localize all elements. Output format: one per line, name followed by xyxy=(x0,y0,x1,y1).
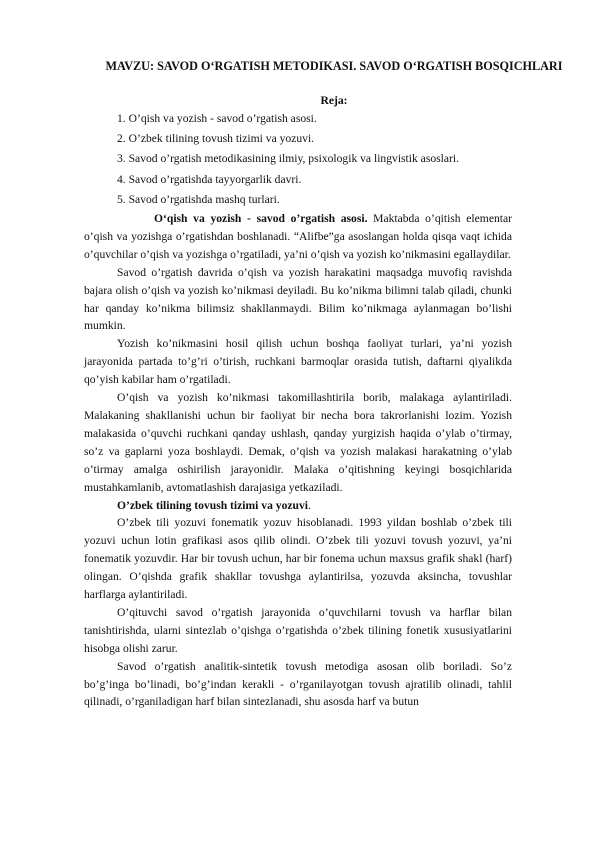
paragraph xyxy=(84,497,512,515)
paragraph: Yozish ko’nikmasini hosil qilish uchun boshqa faoliyat turlari, ya’ni yozish jarayonida partada to’g’ri o’tirish, ruchkani barmoqlar orasida tutish, daftarni qiyalikda qo’yish kabilar ham o’rgatiladi. xyxy=(84,337,512,387)
document-title: MAVZU: SAVOD O‘RGATISH METODIKASI. SAVOD O‘RGATISH BOSQICHLARI xyxy=(105,59,563,73)
plan-item: 1. O’qish va yozish - savod o’rgatish asosi. xyxy=(117,112,317,125)
plan-item: 2. O’zbek tilining tovush tizimi va yozuvi. xyxy=(117,132,315,146)
plan-heading: Reja: xyxy=(320,94,348,107)
paragraph: Savod o’rgatish davrida o’qish va yozish harakatini maqsadga muvofiq ravishda bajara olish o’qish va yozish ko’nikmasi deyiladi. Bu ko’nikma bilimni talab qiladi, chunki har qanday ko’nikma bilimsiz shakllanmaydi. Bilim ko’nikmaga aylanmagan bo’lishi mumkin. xyxy=(84,265,512,333)
paragraph: Savod o’rgatish analitik-sintetik tovush metodiga asosan olib boriladi. So’z bo’g’inga bo’linadi, bo’g’indan kerakli - o’rganilayotgan tovush ajratilib olinadi, tahlil qilinadi, o’rganiladigan harf bilan sintezlanadi, shu asosda harf va butun xyxy=(84,659,512,709)
plan-item: 3. Savod o’rgatish metodikasining ilmiy, psixologik va lingvistik asoslari. xyxy=(117,152,459,166)
section-heading-period: . xyxy=(308,498,311,512)
document-body xyxy=(84,210,512,711)
paragraph: O’qish va yozish ko’nikmasi takomillashtirila borib, malakaga aylantiriladi. Malakaning shakllanishi uchun bir faoliyat bir necha bora takrorlanishi lozim. Yozish malakasida o’quvchi ruchkani qanday ushlash, qanday yurgizish haqida o’ylab o’tirmay, so’z va gaplarni yoza boshlaydi. Demak, o’qish va yozish malakasi harakatning o’ylab o’tirmay amalga oshirilish jarayonidir. Malaka o’qitishning keyingi bosqichlarida mustahkamlanib, avtomatlashish darajasiga yetkaziladi. xyxy=(84,391,512,494)
plan-item: 4. Savod o’rgatishda tayyorgarlik davri. xyxy=(117,172,302,186)
section-heading: O’zbek tilining tovush tizimi va yozuvi xyxy=(117,498,308,512)
plan-item: 5. Savod o’rgatishda mashq turlari. xyxy=(117,192,280,206)
plan-list xyxy=(117,109,459,210)
paragraph-heading: O‘qish va yozish - savod o’rgatish asosi. xyxy=(154,212,368,225)
paragraph xyxy=(84,210,512,264)
paragraph-text: Maktabda o’qitish elementar o’qish va yozishga o’rgatishdan boshlanadi. “Alifbe”ga asoslangan holda qisqa vaqt ichida o’quvchilar o’qish va yozishga o’rgatiladi, ya’ni o’qish va yozish ko’nikmasini egallaydilar. xyxy=(84,212,512,261)
paragraph: O’zbek tili yozuvi fonematik yozuv hisoblanadi. 1993 yildan boshlab o’zbek tili yozuvi uchun lotin grafikasi asos qilib olindi. O’zbek tili yozuvi tovush yozuvi, ya’ni fonematik yozuvdir. Har bir tovush uchun, har bir fonema uchun maxsus grafik shakl (harf) olingan. O’qishda grafik shakllar tovushga aylantirilsa, yozuvda aksincha, tovushlar harflarga aylantiriladi. xyxy=(84,516,512,602)
paragraph: O’qituvchi savod o’rgatish jarayonida o’quvchilarni tovush va harflar bilan tanishtirishda, ularni sintezlab o’qishga o’rgatishda o’zbek tilining fonetik xususiyatlarini hisobga olishi zarur. xyxy=(84,605,512,655)
